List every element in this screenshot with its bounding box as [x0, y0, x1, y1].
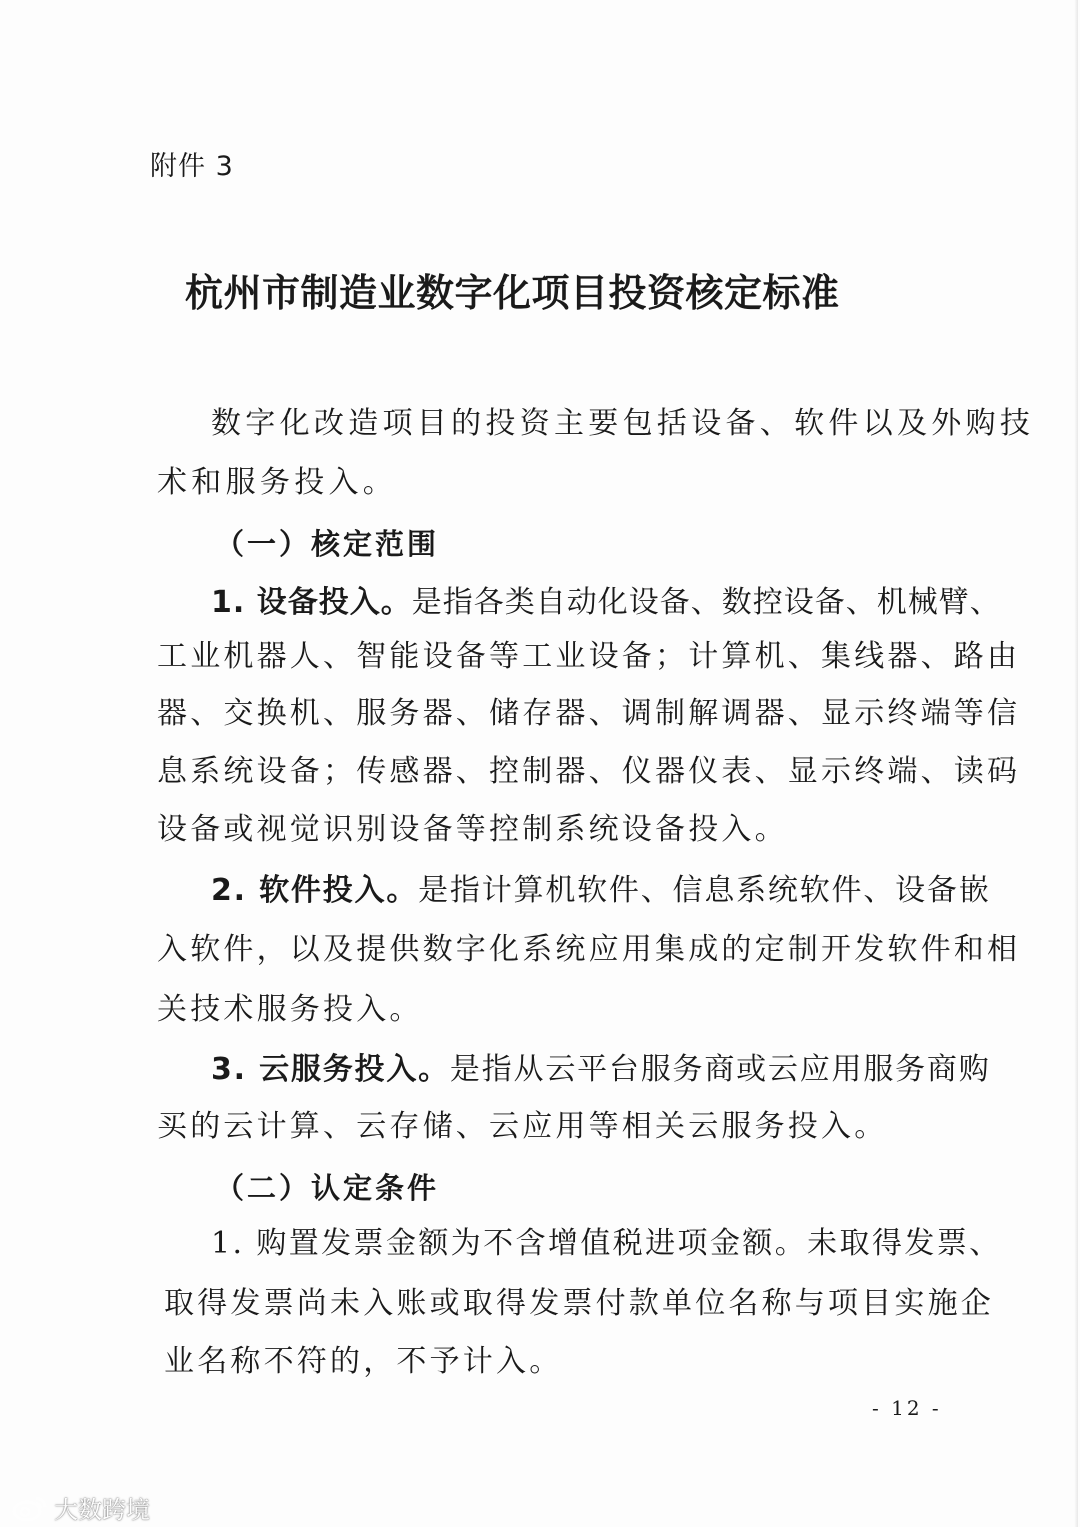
- item1-line-1: [211, 583, 1001, 623]
- item3-line1-text: 是指从云平台服务商或云应用服务商购: [449, 1052, 991, 1087]
- page-edge-shadow: [1074, 0, 1078, 1527]
- intro-line-2: 术和服务投入。: [157, 465, 398, 500]
- section-heading-conditions: （二）认定条件: [215, 1171, 440, 1205]
- condition1-line-1: 1. 购置发票金额为不含增值税进项金额。未取得发票、: [211, 1226, 1002, 1261]
- attachment-label: 附件 3: [150, 151, 234, 182]
- section-heading-scope: （一）核定范围: [215, 527, 440, 561]
- item1-line-3: 器、交换机、服务器、储存器、调制解调器、显示终端等信: [157, 696, 1021, 731]
- item1-line-4: 息系统设备；传感器、控制器、仪器仪表、显示终端、读码: [157, 754, 1021, 789]
- weibo-logo-icon: [12, 1494, 48, 1522]
- watermark-text: 大数跨境: [54, 1496, 150, 1524]
- item3-line-2: 买的云计算、云存储、云应用等相关云服务投入。: [157, 1109, 888, 1144]
- item1-line1-text: 是指各类自动化设备、数控设备、机械臂、: [411, 585, 1001, 620]
- condition1-line-3: 业名称不符的，不予计入。: [164, 1344, 563, 1379]
- intro-line-1: 数字化改造项目的投资主要包括设备、软件以及外购技: [211, 406, 1035, 441]
- condition1-line-2: 取得发票尚未入账或取得发票付款单位名称与项目实施企: [164, 1286, 994, 1321]
- item3-line-1: [211, 1050, 991, 1090]
- item2-line1-text: 是指计算机软件、信息系统软件、设备嵌: [418, 873, 991, 908]
- watermark: [12, 1490, 150, 1525]
- item1-label: 1. 设备投入。: [211, 585, 412, 620]
- item3-label: 3. 云服务投入。: [211, 1052, 450, 1087]
- item2-line-1: [211, 871, 991, 911]
- item2-line-3: 关技术服务投入。: [157, 992, 423, 1027]
- item2-line-2: 入软件，以及提供数字化系统应用集成的定制开发软件和相: [157, 932, 1021, 967]
- item1-line-2: 工业机器人、智能设备等工业设备；计算机、集线器、路由: [157, 639, 1021, 674]
- item2-label: 2. 软件投入。: [211, 873, 419, 908]
- page-number: - 12 -: [872, 1396, 942, 1420]
- document-title: 杭州市制造业数字化项目投资核定标准: [185, 271, 840, 315]
- item1-line-5: 设备或视觉识别设备等控制系统设备投入。: [157, 812, 788, 847]
